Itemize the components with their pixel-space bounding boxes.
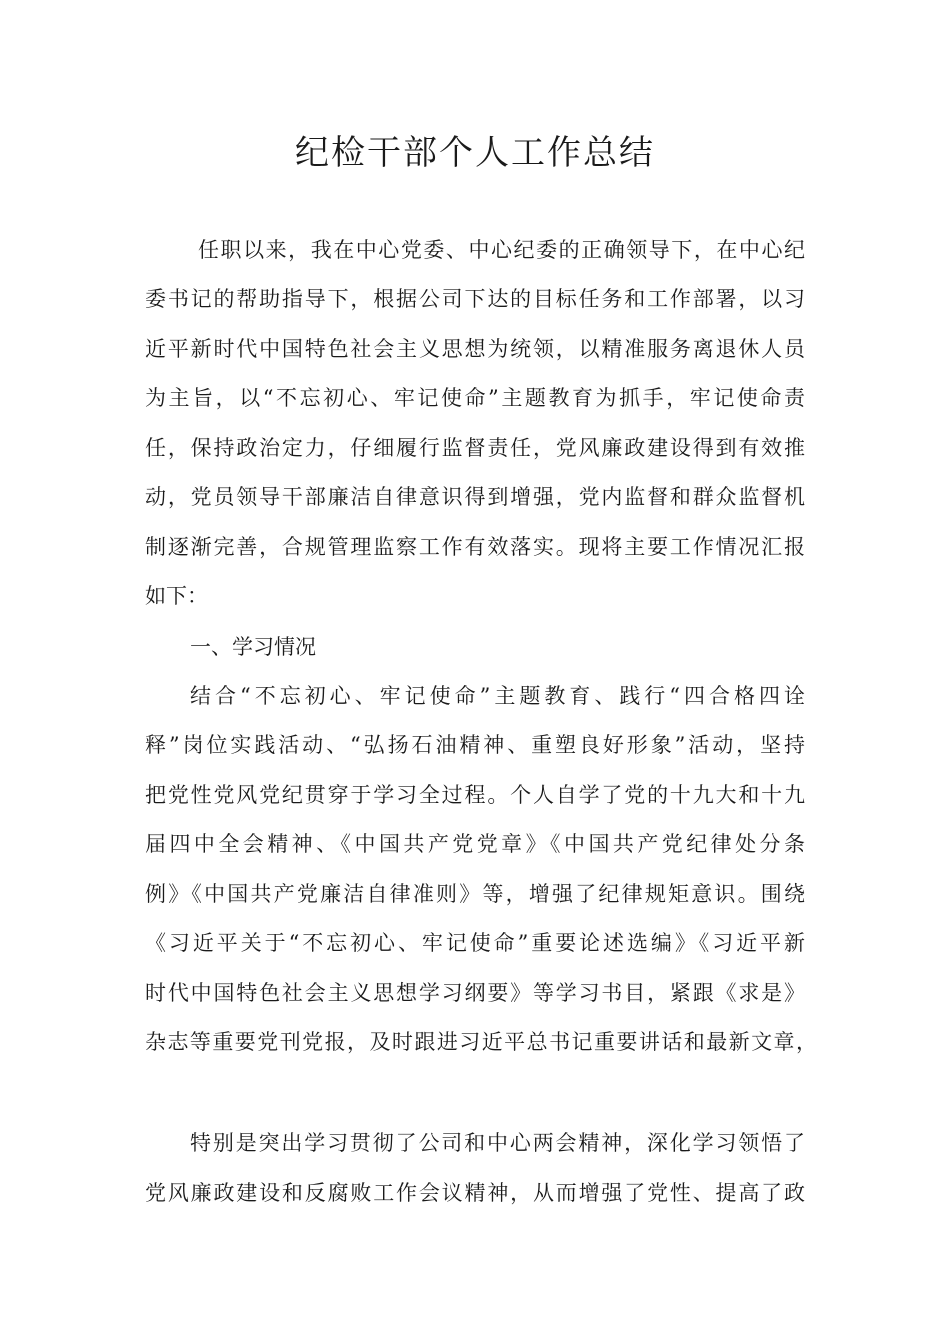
body-line-10: 结合“不忘初心、牢记使命”主题教育、践行“四合格四诠: [190, 684, 805, 708]
body-line-17: 杂志等重要党刊党报，及时跟进习近平总书记重要讲话和最新文章，: [145, 1030, 817, 1054]
body-line-4: 为主旨，以“不忘初心、牢记使命”主题教育为抓手，牢记使命责: [145, 386, 805, 410]
body-line-14: 例》《中国共产党廉洁自律准则》等，增强了纪律规矩意识。围绕: [145, 882, 805, 906]
body-line-8: 如下：: [145, 584, 208, 608]
body-line-5: 任，保持政治定力，仔细履行监督责任，党风廉政建设得到有效推: [145, 436, 805, 460]
section-heading-study: 一、学习情况: [190, 635, 316, 659]
body-line-19: 党风廉政建设和反腐败工作会议精神，从而增强了党性、提高了政: [145, 1181, 805, 1205]
document-title: 纪检干部个人工作总结: [295, 133, 655, 173]
body-line-18: 特别是突出学习贯彻了公司和中心两会精神，深化学习领悟了: [190, 1131, 805, 1155]
body-line-3: 近平新时代中国特色社会主义思想为统领，以精准服务离退休人员: [145, 337, 805, 361]
body-line-16: 时代中国特色社会主义思想学习纲要》等学习书目，紧跟《求是》: [145, 981, 805, 1005]
body-line-12: 把党性党风党纪贯穿于学习全过程。个人自学了党的十九大和十九: [145, 783, 805, 807]
body-line-7: 制逐渐完善，合规管理监察工作有效落实。现将主要工作情况汇报: [145, 535, 805, 559]
body-line-11: 释”岗位实践活动、“弘扬石油精神、重塑良好形象”活动，坚持: [145, 733, 805, 757]
body-line-6: 动，党员领导干部廉洁自律意识得到增强，党内监督和群众监督机: [145, 485, 805, 509]
body-line-13: 届四中全会精神、《中国共产党党章》《中国共产党纪律处分条: [145, 832, 805, 856]
body-line-2: 委书记的帮助指导下，根据公司下达的目标任务和工作部署，以习: [145, 287, 805, 311]
body-line-1: 任职以来，我在中心党委、中心纪委的正确领导下，在中心纪: [198, 238, 805, 262]
body-line-15: 《习近平关于“不忘初心、牢记使命”重要论述选编》《习近平新: [145, 931, 805, 955]
